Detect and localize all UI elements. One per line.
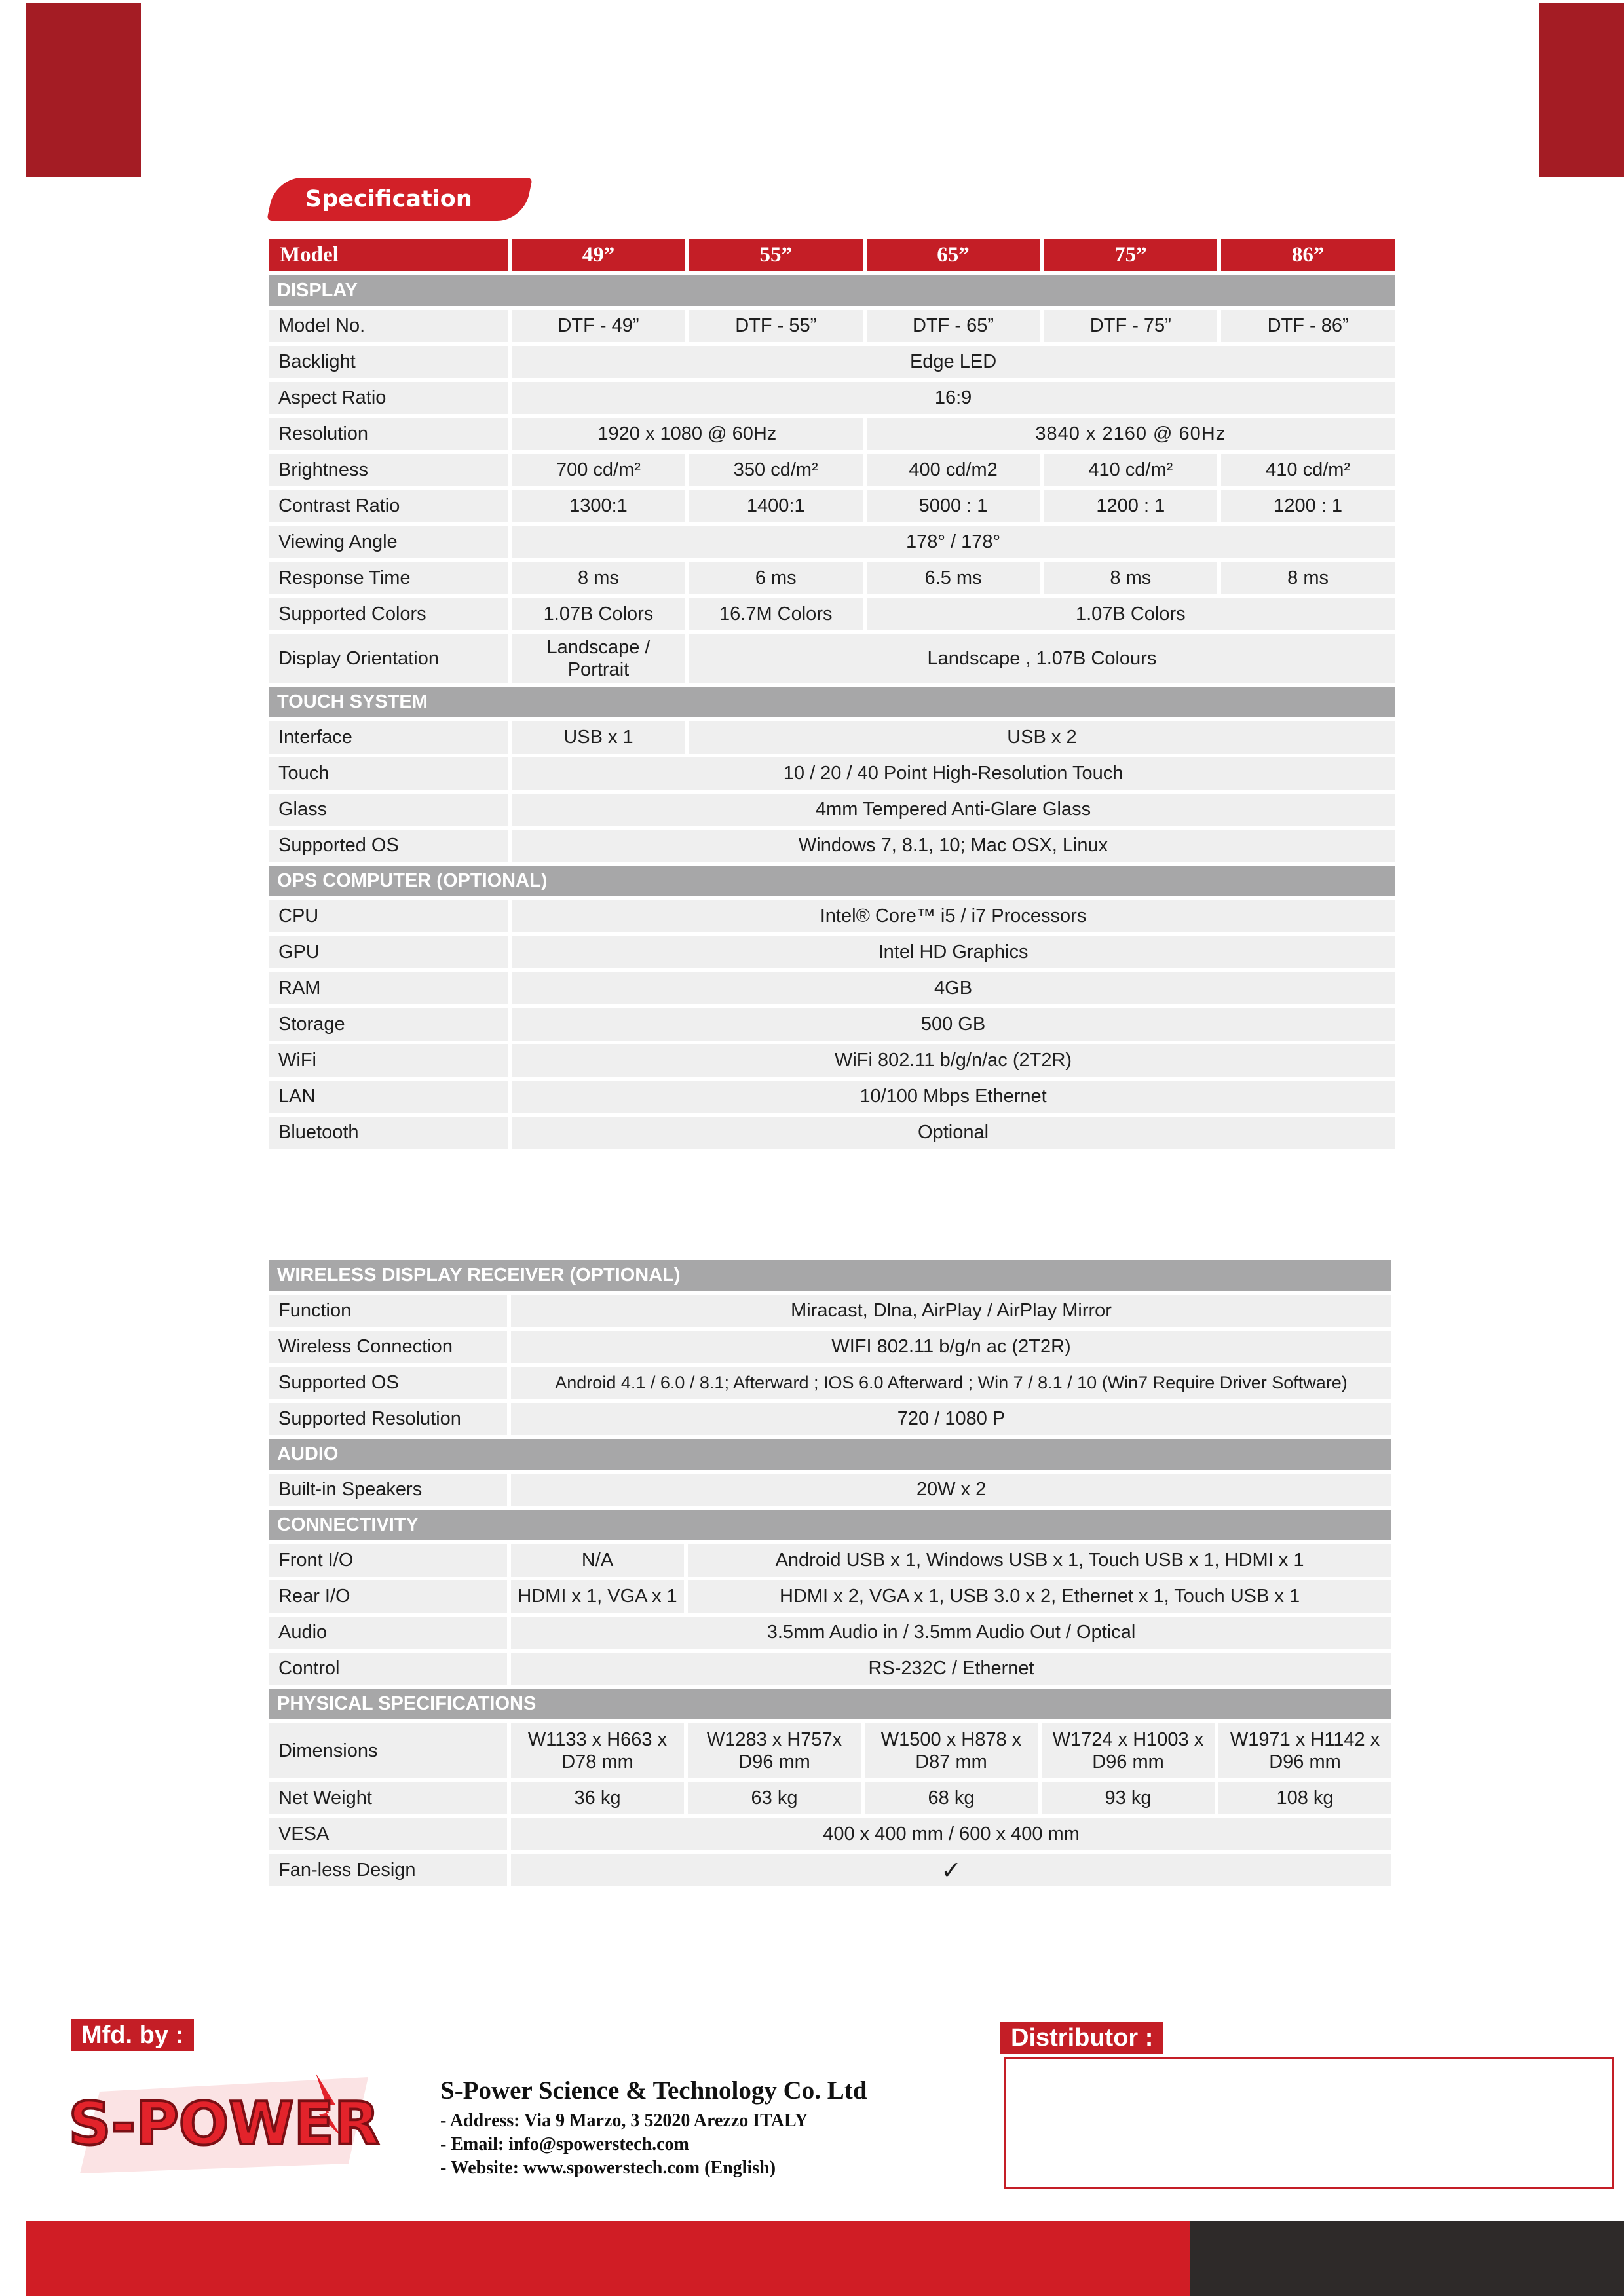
spec-row bbox=[269, 634, 1395, 683]
spec-value bbox=[865, 1723, 1038, 1778]
spec-value: 1400:1 bbox=[689, 490, 863, 522]
spec-row bbox=[269, 1818, 1391, 1850]
model-size: 65” bbox=[867, 239, 1040, 271]
spec-value: 700 cd/m² bbox=[512, 454, 685, 486]
spec-label: Backlight bbox=[269, 346, 508, 378]
spec-value: 20W x 2 bbox=[511, 1474, 1391, 1506]
spec-value: 6.5 ms bbox=[867, 562, 1040, 594]
spec-value: Android 4.1 / 6.0 / 8.1; Afterward ; IOS 6.0 Afterward ; Win 7 / 8.1 / 10 (Win7 Require Driver Software) bbox=[511, 1367, 1391, 1399]
top-right-corner-bar bbox=[1539, 3, 1624, 177]
spec-row bbox=[269, 1367, 1391, 1399]
spec-row bbox=[269, 830, 1395, 862]
spec-value: 8 ms bbox=[1044, 562, 1217, 594]
spec-value: N/A bbox=[511, 1544, 684, 1577]
spec-label: Aspect Ratio bbox=[269, 382, 508, 414]
spec-value-line: W1500 x H878 x bbox=[880, 1729, 1022, 1750]
spec-value-line: D96 mm bbox=[1269, 1751, 1341, 1772]
spec-value: Intel HD Graphics bbox=[512, 936, 1395, 968]
spec-value: 1300:1 bbox=[512, 490, 685, 522]
spec-row bbox=[269, 972, 1395, 1004]
mfd-by-tag: Mfd. by : bbox=[71, 2019, 194, 2051]
spec-row bbox=[269, 900, 1395, 932]
spec-row bbox=[269, 1854, 1391, 1886]
spec-value: DTF - 75” bbox=[1044, 310, 1217, 342]
spec-value: 3840 x 2160 @ 60Hz bbox=[867, 418, 1395, 450]
spec-label: VESA bbox=[269, 1818, 507, 1850]
spec-value: WiFi 802.11 b/g/n/ac (2T2R) bbox=[512, 1044, 1395, 1077]
spec-value: DTF - 65” bbox=[867, 310, 1040, 342]
spec-value: 4mm Tempered Anti-Glare Glass bbox=[512, 794, 1395, 826]
spec-label: Supported OS bbox=[269, 1367, 507, 1399]
spec-value: 36 kg bbox=[511, 1782, 684, 1814]
spec-label: Supported Colors bbox=[269, 598, 508, 630]
spec-value: 410 cd/m² bbox=[1044, 454, 1217, 486]
spec-value: 108 kg bbox=[1218, 1782, 1391, 1814]
spec-table-main bbox=[265, 235, 1399, 1153]
section-title: PHYSICAL SPECIFICATIONS bbox=[269, 1689, 1391, 1719]
spec-value: Edge LED bbox=[512, 346, 1395, 378]
spec-value-line: W1724 x H1003 x bbox=[1052, 1729, 1204, 1750]
spec-row bbox=[269, 490, 1395, 522]
company-info bbox=[440, 2076, 867, 2180]
model-size: 49” bbox=[512, 239, 685, 271]
spec-row bbox=[269, 1044, 1395, 1077]
spec-label: Interface bbox=[269, 721, 508, 754]
spec-value: HDMI x 2, VGA x 1, USB 3.0 x 2, Ethernet x 1, Touch USB x 1 bbox=[688, 1580, 1391, 1613]
top-left-corner-bar bbox=[26, 3, 141, 177]
spec-label: Audio bbox=[269, 1617, 507, 1649]
spec-label: Function bbox=[269, 1295, 507, 1327]
spec-value: Android USB x 1, Windows USB x 1, Touch USB x 1, HDMI x 1 bbox=[688, 1544, 1391, 1577]
spec-value: Landscape , 1.07B Colours bbox=[689, 634, 1395, 683]
spec-value: DTF - 86” bbox=[1221, 310, 1395, 342]
spec-label: Glass bbox=[269, 794, 508, 826]
spec-value: 410 cd/m² bbox=[1221, 454, 1395, 486]
spec-label: Viewing Angle bbox=[269, 526, 508, 558]
s-power-logo bbox=[60, 2065, 388, 2181]
section-title: CONNECTIVITY bbox=[269, 1510, 1391, 1540]
spec-value: 8 ms bbox=[1221, 562, 1395, 594]
spec-label: Model No. bbox=[269, 310, 508, 342]
spec-row bbox=[269, 757, 1395, 790]
spec-row bbox=[269, 1580, 1391, 1613]
spec-value-line: W1133 x H663 x bbox=[527, 1729, 668, 1750]
spec-value: WIFI 802.11 b/g/n ac (2T2R) bbox=[511, 1331, 1391, 1363]
spec-value-line: D96 mm bbox=[738, 1751, 810, 1772]
spec-value: 93 kg bbox=[1042, 1782, 1215, 1814]
logo-text: S-POWER bbox=[68, 2090, 380, 2158]
spec-value bbox=[688, 1723, 861, 1778]
spec-label: RAM bbox=[269, 972, 508, 1004]
distributor-tag: Distributor : bbox=[1000, 2022, 1163, 2054]
spec-row bbox=[269, 598, 1395, 630]
spec-label: Resolution bbox=[269, 418, 508, 450]
spec-row bbox=[269, 721, 1395, 754]
spec-value-line: Portrait bbox=[567, 659, 630, 680]
company-address: - Address: Via 9 Marzo, 3 52020 Arezzo ITALY bbox=[440, 2111, 808, 2131]
spec-value-line: Landscape / bbox=[546, 637, 651, 658]
spec-row bbox=[269, 1331, 1391, 1363]
section-title: OPS COMPUTER (OPTIONAL) bbox=[269, 866, 1395, 896]
checkmark-icon: ✓ bbox=[511, 1854, 1391, 1886]
spec-value: 16.7M Colors bbox=[689, 598, 863, 630]
spec-label: Storage bbox=[269, 1008, 508, 1041]
spec-value: 4GB bbox=[512, 972, 1395, 1004]
spec-label: Net Weight bbox=[269, 1782, 507, 1814]
spec-row bbox=[269, 794, 1395, 826]
spec-row bbox=[269, 382, 1395, 414]
spec-label: Contrast Ratio bbox=[269, 490, 508, 522]
spec-value: 63 kg bbox=[688, 1782, 861, 1814]
spec-label: Display Orientation bbox=[269, 634, 508, 683]
spec-value: 16:9 bbox=[512, 382, 1395, 414]
spec-value: Miracast, Dlna, AirPlay / AirPlay Mirror bbox=[511, 1295, 1391, 1327]
spec-label: Control bbox=[269, 1653, 507, 1685]
spec-label: Bluetooth bbox=[269, 1117, 508, 1149]
spec-value: USB x 1 bbox=[512, 721, 685, 754]
spec-value bbox=[1042, 1723, 1215, 1778]
model-size: 55” bbox=[689, 239, 863, 271]
spec-value: 10/100 Mbps Ethernet bbox=[512, 1081, 1395, 1113]
spec-row bbox=[269, 1617, 1391, 1649]
spec-row bbox=[269, 310, 1395, 342]
spec-value-line: D87 mm bbox=[915, 1751, 987, 1772]
spec-value: 68 kg bbox=[865, 1782, 1038, 1814]
spec-label: Response Time bbox=[269, 562, 508, 594]
spec-row bbox=[269, 1474, 1391, 1506]
spec-row bbox=[269, 1117, 1395, 1149]
spec-value: 1920 x 1080 @ 60Hz bbox=[512, 418, 863, 450]
distributor-box bbox=[1004, 2057, 1614, 2189]
spec-row bbox=[269, 454, 1395, 486]
spec-value-line: D78 mm bbox=[561, 1751, 633, 1772]
spec-value: 400 cd/m2 bbox=[867, 454, 1040, 486]
footer-dark-bar bbox=[1190, 2221, 1624, 2296]
spec-row bbox=[269, 346, 1395, 378]
spec-value bbox=[1218, 1723, 1391, 1778]
spec-label: LAN bbox=[269, 1081, 508, 1113]
spec-value: 400 x 400 mm / 600 x 400 mm bbox=[511, 1818, 1391, 1850]
section-title: TOUCH SYSTEM bbox=[269, 687, 1395, 718]
spec-row bbox=[269, 1403, 1391, 1435]
spec-label: Dimensions bbox=[269, 1723, 507, 1778]
spec-value: 1200 : 1 bbox=[1221, 490, 1395, 522]
spec-label: Supported OS bbox=[269, 830, 508, 862]
section-title: AUDIO bbox=[269, 1439, 1391, 1470]
section-display bbox=[269, 275, 1395, 306]
section-physical bbox=[269, 1689, 1391, 1719]
spec-value: 178° / 178° bbox=[512, 526, 1395, 558]
spec-label: Front I/O bbox=[269, 1544, 507, 1577]
company-email: - Email: info@spowerstech.com bbox=[440, 2134, 689, 2154]
spec-row bbox=[269, 562, 1395, 594]
section-title: DISPLAY bbox=[269, 275, 1395, 306]
spec-value: 1.07B Colors bbox=[867, 598, 1395, 630]
footer-red-bar bbox=[26, 2221, 1190, 2296]
spec-value: Optional bbox=[512, 1117, 1395, 1149]
spec-row bbox=[269, 1544, 1391, 1577]
model-header-row bbox=[269, 239, 1395, 271]
spec-label: Wireless Connection bbox=[269, 1331, 507, 1363]
spec-value: USB x 2 bbox=[689, 721, 1395, 754]
spec-row bbox=[269, 1782, 1391, 1814]
spec-value: 6 ms bbox=[689, 562, 863, 594]
spec-value-line: D96 mm bbox=[1092, 1751, 1164, 1772]
spec-value: 8 ms bbox=[512, 562, 685, 594]
section-audio bbox=[269, 1439, 1391, 1470]
spec-label: GPU bbox=[269, 936, 508, 968]
spec-value bbox=[512, 634, 685, 683]
specification-title: Specification bbox=[305, 186, 472, 212]
company-website: - Website: www.spowerstech.com (English) bbox=[440, 2158, 776, 2178]
spec-label: Brightness bbox=[269, 454, 508, 486]
spec-value: Windows 7, 8.1, 10; Mac OSX, Linux bbox=[512, 830, 1395, 862]
spec-value: 350 cd/m² bbox=[689, 454, 863, 486]
spec-value: 1.07B Colors bbox=[512, 598, 685, 630]
spec-value: 3.5mm Audio in / 3.5mm Audio Out / Optical bbox=[511, 1617, 1391, 1649]
spec-row bbox=[269, 1653, 1391, 1685]
spec-value: 10 / 20 / 40 Point High-Resolution Touch bbox=[512, 757, 1395, 790]
spec-row bbox=[269, 418, 1395, 450]
section-title: WIRELESS DISPLAY RECEIVER (OPTIONAL) bbox=[269, 1260, 1391, 1291]
spec-value-line: W1283 x H757x bbox=[706, 1729, 842, 1750]
specification-badge bbox=[267, 178, 533, 221]
spec-label: Touch bbox=[269, 757, 508, 790]
spec-row bbox=[269, 1295, 1391, 1327]
spec-value: 500 GB bbox=[512, 1008, 1395, 1041]
spec-label: Built-in Speakers bbox=[269, 1474, 507, 1506]
spec-value: RS-232C / Ethernet bbox=[511, 1653, 1391, 1685]
spec-value-line: W1971 x H1142 x bbox=[1230, 1729, 1380, 1750]
spec-label: CPU bbox=[269, 900, 508, 932]
spec-value: 720 / 1080 P bbox=[511, 1403, 1391, 1435]
spec-value: 5000 : 1 bbox=[867, 490, 1040, 522]
spec-label: WiFi bbox=[269, 1044, 508, 1077]
model-size: 75” bbox=[1044, 239, 1217, 271]
spec-row bbox=[269, 1723, 1391, 1778]
spec-value: HDMI x 1, VGA x 1 bbox=[511, 1580, 684, 1613]
spec-value: DTF - 55” bbox=[689, 310, 863, 342]
spec-label: Rear I/O bbox=[269, 1580, 507, 1613]
section-ops-computer bbox=[269, 866, 1395, 896]
section-connectivity bbox=[269, 1510, 1391, 1540]
spec-row bbox=[269, 1008, 1395, 1041]
spec-label: Fan-less Design bbox=[269, 1854, 507, 1886]
spec-label: Supported Resolution bbox=[269, 1403, 507, 1435]
spec-table-secondary bbox=[265, 1256, 1395, 1890]
spec-row bbox=[269, 526, 1395, 558]
spec-value: 1200 : 1 bbox=[1044, 490, 1217, 522]
spec-value: Intel® Core™ i5 / i7 Processors bbox=[512, 900, 1395, 932]
company-name: S-Power Science & Technology Co. Ltd bbox=[440, 2076, 867, 2105]
model-size: 86” bbox=[1221, 239, 1395, 271]
spec-value: DTF - 49” bbox=[512, 310, 685, 342]
spec-row bbox=[269, 936, 1395, 968]
spec-row bbox=[269, 1081, 1395, 1113]
model-label: Model bbox=[269, 239, 508, 271]
spec-value bbox=[511, 1723, 684, 1778]
section-touch-system bbox=[269, 687, 1395, 718]
section-wireless-display bbox=[269, 1260, 1391, 1291]
